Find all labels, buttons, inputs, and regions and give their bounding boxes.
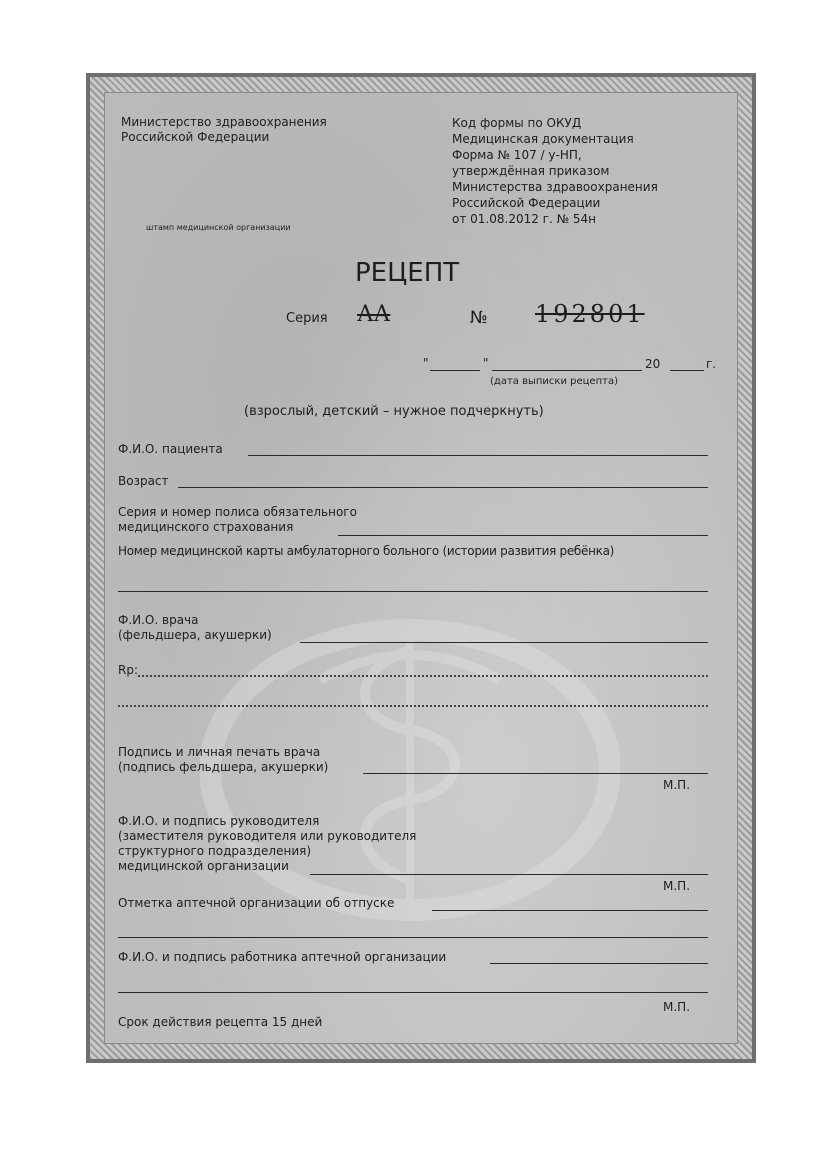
prescription-number: 192801 [535,300,645,328]
okud-line-6: Российской Федерации [452,196,601,210]
validity-note: Срок действия рецепта 15 дней [118,1015,323,1029]
head-label-3: структурного подразделения) [118,844,312,858]
ministry-line-2: Российской Федерации [121,130,270,144]
pharmacy-mark-line-2[interactable] [118,937,708,938]
head-label-1: Ф.И.О. и подпись руководителя [118,814,320,828]
head-label-4: медицинской организации [118,859,289,873]
age-label: Возраст [118,474,169,488]
pharmacy-mark-line[interactable] [432,910,708,911]
doctor-label-2: (фельдшера, акушерки) [118,628,272,642]
stamp-label: штамп медицинской организации [146,223,291,232]
patient-name-label: Ф.И.О. пациента [118,442,223,456]
date-close-quote: " [483,356,489,370]
pharmacy-worker-line-2[interactable] [118,992,708,993]
signature-line[interactable] [363,773,708,774]
date-open-quote: " [423,356,429,370]
stamp-place-2: М.П. [663,879,691,893]
okud-line-2: Медицинская документация [452,132,634,146]
policy-label-2: медицинского страхования [118,520,294,534]
stamp-place-3: М.П. [663,1000,691,1014]
patient-name-line[interactable] [248,455,708,456]
series-label: Серия [286,311,328,326]
date-year-prefix: 20 [645,357,661,371]
pharmacy-mark-label: Отметка аптечной организации об отпуске [118,896,395,910]
stamp-place-1: М.П. [663,778,691,792]
number-sign: № [470,308,488,328]
signature-label-1: Подпись и личная печать врача [118,745,321,759]
head-label-2: (заместителя руководителя или руководителя [118,829,417,843]
age-category-note: (взрослый, детский – нужное подчеркнуть) [244,404,544,419]
doctor-line[interactable] [300,642,708,643]
okud-line-1: Код формы по ОКУД [452,116,582,130]
signature-label-2: (подпись фельдшера, акушерки) [118,760,329,774]
date-day-line[interactable] [430,370,480,371]
pharmacy-worker-label: Ф.И.О. и подпись работника аптечной организации [118,950,447,964]
med-card-label: Номер медицинской карты амбулаторного больного (истории развития ребёнка) [118,544,615,558]
med-card-line[interactable] [118,591,708,592]
date-month-line[interactable] [492,370,642,371]
rp-line-1[interactable] [138,675,708,677]
okud-line-7: от 01.08.2012 г. № 54н [452,212,597,226]
age-line[interactable] [178,487,708,488]
date-year-suffix: г. [706,357,717,371]
series-value: АА [357,302,391,327]
rp-line-2[interactable] [118,705,708,707]
okud-line-5: Министерства здравоохранения [452,180,658,194]
policy-line[interactable] [338,535,708,536]
okud-line-4: утверждённая приказом [452,164,610,178]
policy-label-1: Серия и номер полиса обязательного [118,505,357,519]
page-title: РЕЦЕПТ [355,258,460,288]
head-line[interactable] [310,874,708,875]
rp-label: Rp: [118,663,138,677]
date-caption: (дата выписки рецепта) [490,376,618,387]
ministry-line-1: Министерство здравоохранения [121,115,327,129]
doctor-label-1: Ф.И.О. врача [118,613,199,627]
okud-line-3: Форма № 107 / у-НП, [452,148,582,162]
date-year-line[interactable] [670,370,704,371]
pharmacy-worker-line[interactable] [490,963,708,964]
